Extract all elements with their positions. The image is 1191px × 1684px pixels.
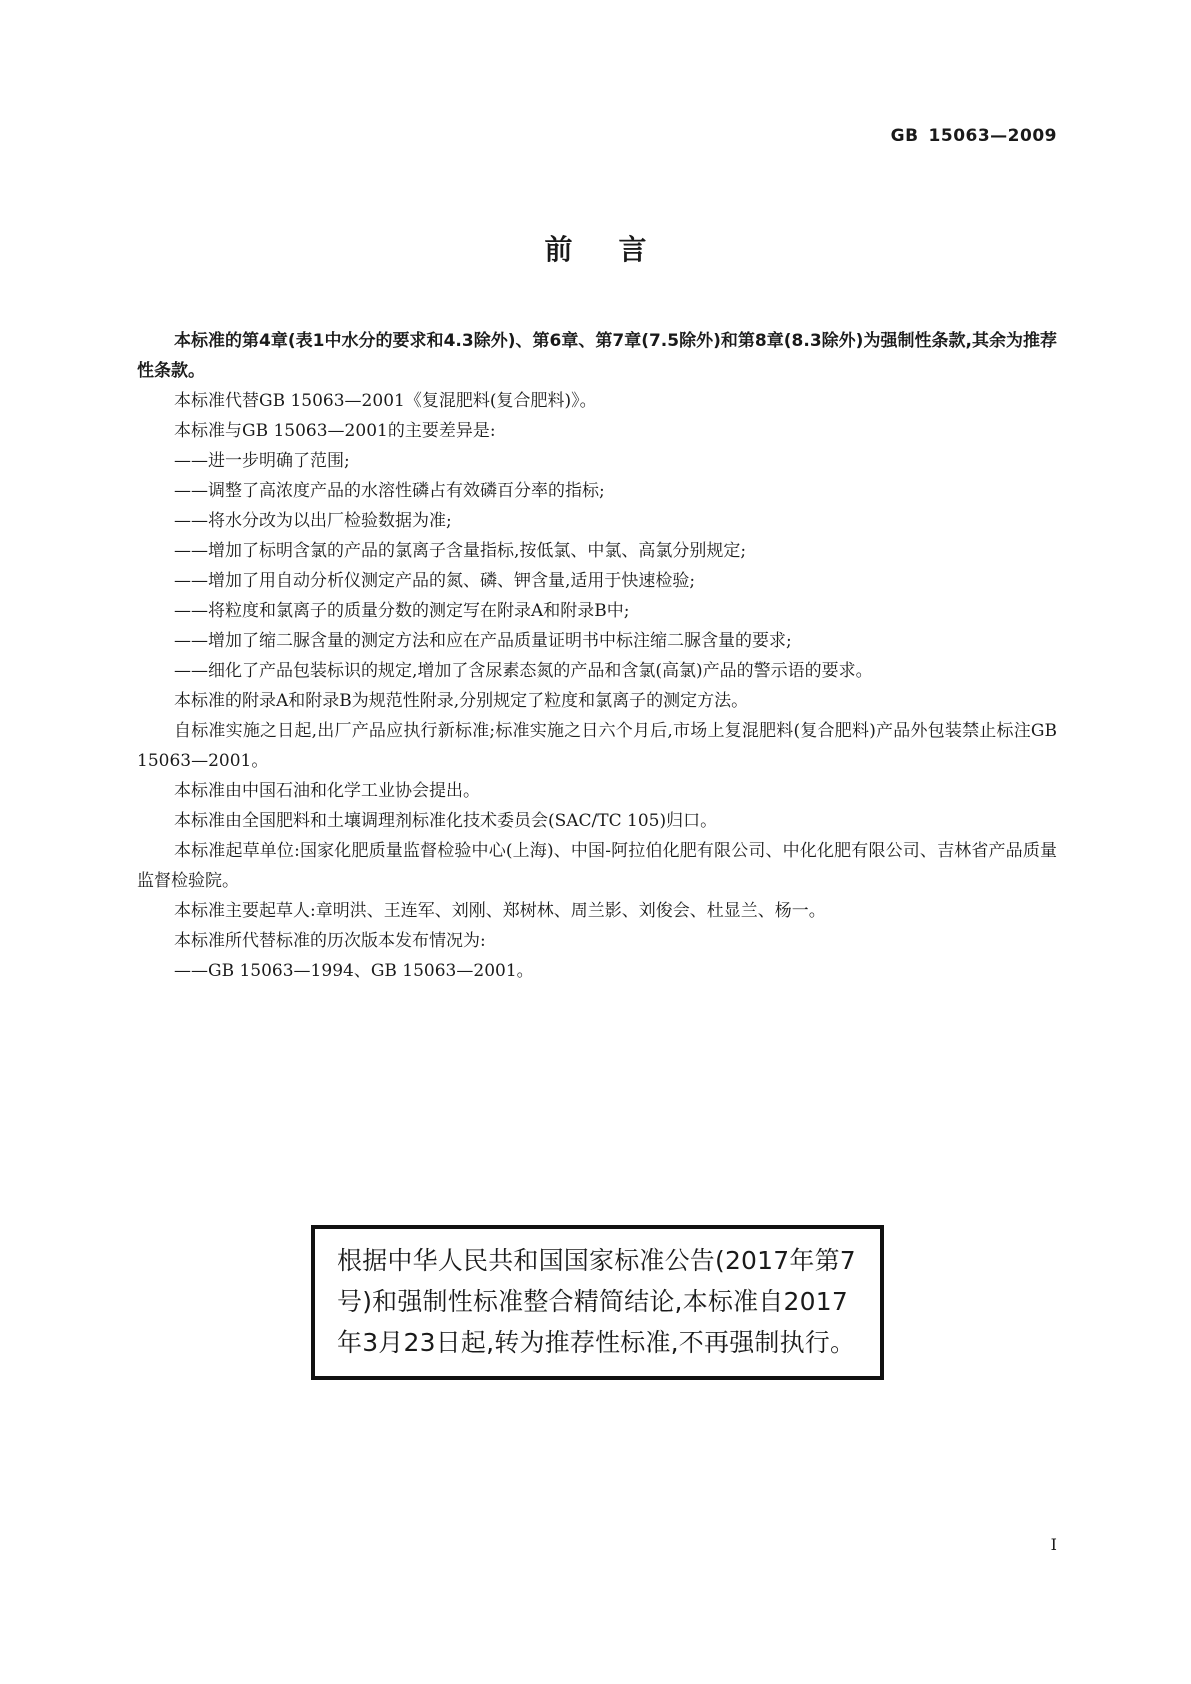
page-number: I xyxy=(1050,1535,1057,1554)
difference-item: ——将粒度和氯离子的质量分数的测定写在附录A和附录B中; xyxy=(174,601,630,621)
history-item: ——GB 15063—1994、GB 15063—2001。 xyxy=(174,961,534,981)
difference-item: ——进一步明确了范围; xyxy=(174,451,350,471)
proposer-paragraph: 本标准由中国石油和化学工业协会提出。 xyxy=(174,781,480,801)
difference-item: ——细化了产品包装标识的规定,增加了含尿素态氮的产品和含氯(高氯)产品的警示语的要求。 xyxy=(174,661,873,681)
drafters-paragraph: 本标准主要起草人:章明洪、王连军、刘刚、郑树林、周兰影、刘俊会、杜显兰、杨一。 xyxy=(174,901,826,921)
standard-number: 15063—2009 xyxy=(928,126,1057,146)
difference-item: ——增加了标明含氯的产品的氯离子含量指标,按低氯、中氯、高氯分别规定; xyxy=(174,541,747,561)
page-title: 前言 xyxy=(544,233,693,266)
implementation-paragraph: 自标准实施之日起,出厂产品应执行新标准;标准实施之日六个月后,市场上复混肥料(复合肥料)产品外包装禁止标注GB 15063—2001。 xyxy=(137,721,1057,771)
differences-intro: 本标准与GB 15063—2001的主要差异是: xyxy=(174,421,496,441)
drafting-units-paragraph: 本标准起草单位:国家化肥质量监督检验中心(上海)、中国-阿拉伯化肥有限公司、中化化肥有限公司、吉林省产品质量监督检验院。 xyxy=(137,841,1057,891)
difference-item: ——将水分改为以出厂检验数据为准; xyxy=(174,511,452,531)
notice-box: 根据中华人民共和国国家标准公告(2017年第7号)和强制性标准整合精简结论,本标准自2017年3月23日起,转为推荐性标准,不再强制执行。 xyxy=(311,1225,884,1380)
mandatory-clause-paragraph: 本标准的第4章(表1中水分的要求和4.3除外)、第6章、第7章(7.5除外)和第8章(8.3除外)为强制性条款,其余为推荐性条款。 xyxy=(137,331,1057,381)
difference-item: ——调整了高浓度产品的水溶性磷占有效磷百分率的指标; xyxy=(174,481,605,501)
appendix-paragraph: 本标准的附录A和附录B为规范性附录,分别规定了粒度和氯离子的测定方法。 xyxy=(174,691,749,711)
difference-item: ——增加了缩二脲含量的测定方法和应在产品质量证明书中标注缩二脲含量的要求; xyxy=(174,631,792,651)
replacement-paragraph: 本标准代替GB 15063—2001《复混肥料(复合肥料)》。 xyxy=(174,391,597,411)
standard-prefix: GB xyxy=(890,126,919,146)
committee-paragraph: 本标准由全国肥料和土壤调理剂标准化技术委员会(SAC/TC 105)归口。 xyxy=(174,811,718,831)
standard-code xyxy=(891,126,1057,146)
foreword-body xyxy=(137,326,1057,986)
history-intro: 本标准所代替标准的历次版本发布情况为: xyxy=(174,931,486,951)
difference-item: ——增加了用自动分析仪测定产品的氮、磷、钾含量,适用于快速检验; xyxy=(174,571,696,591)
